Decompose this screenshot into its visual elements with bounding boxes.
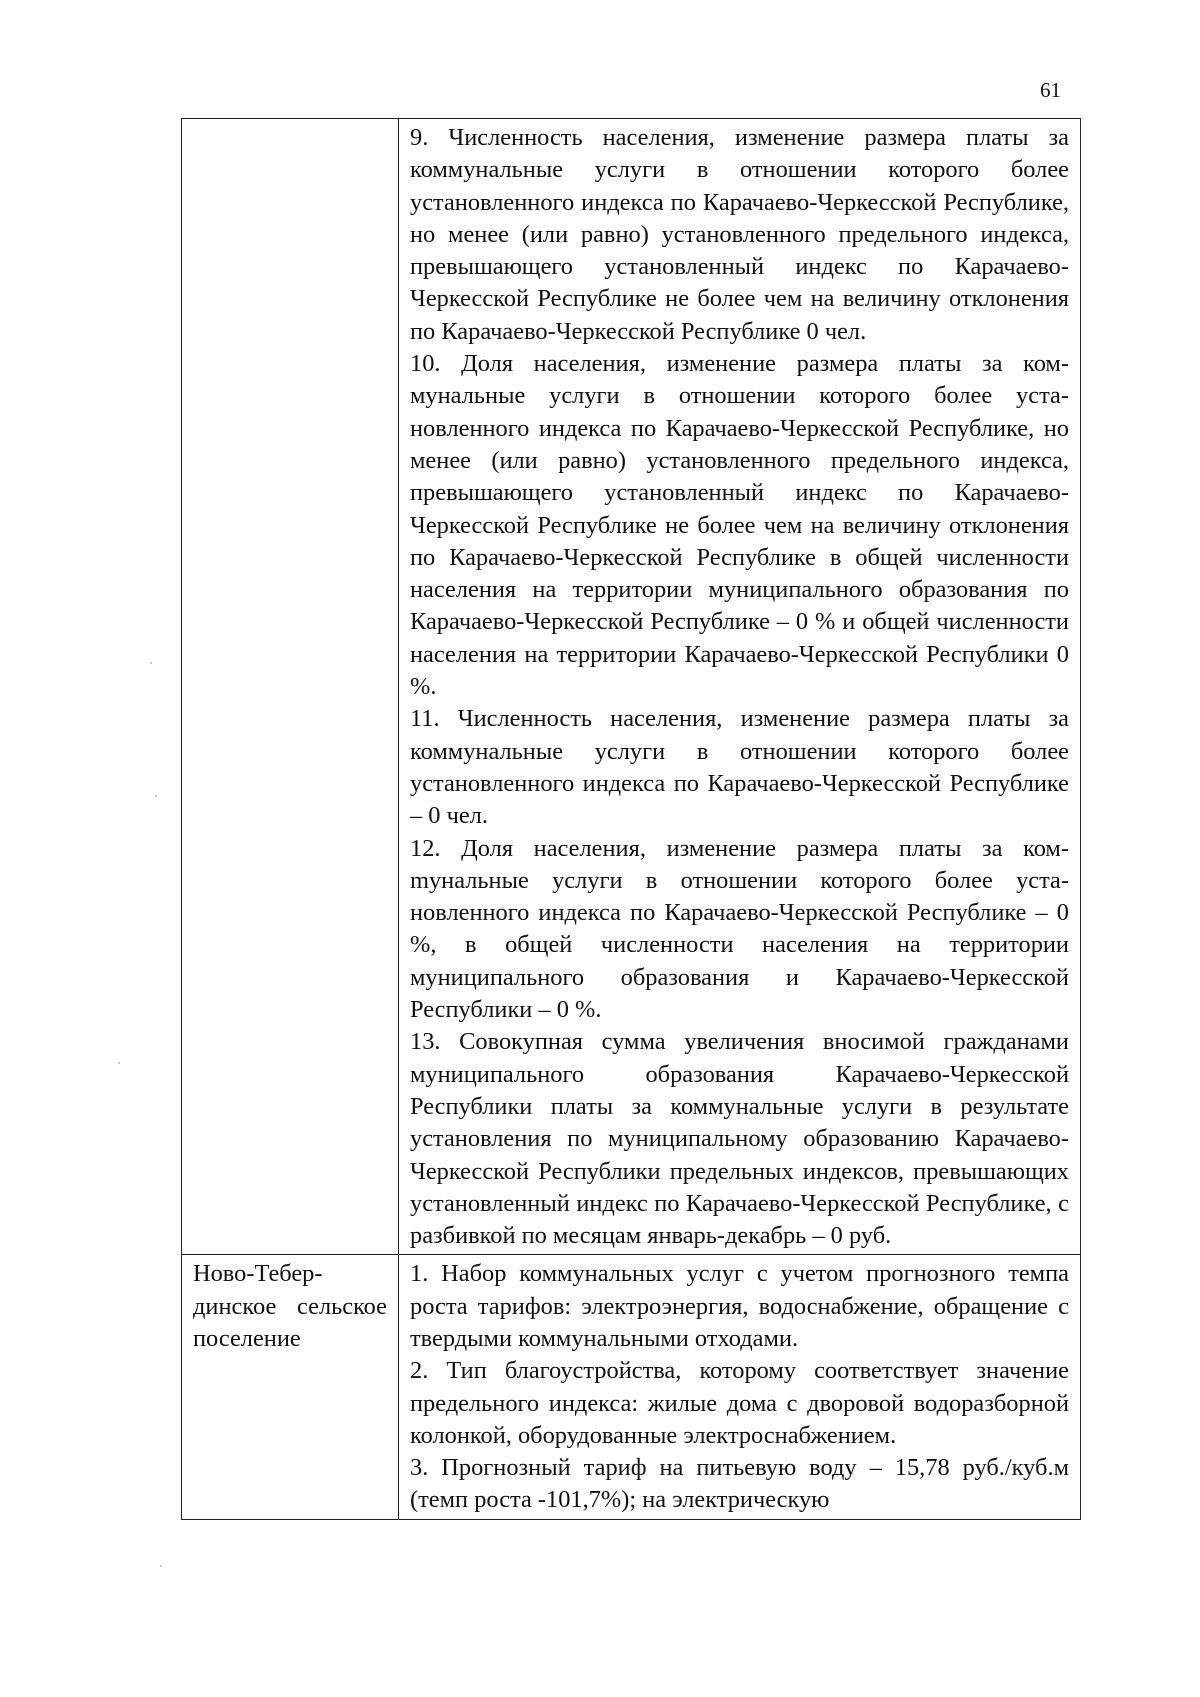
list-item: 9. Численность населения, изменение размера платы за коммунальные услуги в отношении которого более установленного индекса по Карачаево-Черкесской Республике, но менее (или равно) установленного предельного индекса, превышающего установленный индекс по Карачаево-Черкесской Республике не более чем на величину отклонения по Карачаево-Черкесской Республике 0 чел. [410,124,1069,345]
list-item: 13. Совокупная сумма увеличения вносимой гражданами муниципального образования Карачаево-Черкесской Республики платы за коммунальные услуги в результате установления по муниципальному образованию Карачаево-Черкесской Республики предельных индексов, превышающих установленный индекс по Карачаево-Черкесской Республике, с разбивкой по месяцам январь-декабрь – 0 руб. [410,1028,1069,1250]
list-item: 12. Доля населения, изменение размера платы за комmунальные услуги в отношении которого более установленного индекса по Карачаево-Черкесской Республике – 0 %, в общей численности населения на территории муниципального образования и Карачаево-Черкесской Республики – 0 %. [410,834,1069,1024]
list-item: 3. Прогнозный тариф на питьевую воду – 15,78 руб./куб.м (темп роста -101,7%); на электрическую [410,1454,1069,1514]
indicators-cell [399,1255,1081,1519]
table-row [182,1255,1081,1519]
list-item: 1. Набор коммунальных услуг с учетом прогнозного темпа роста тарифов: электроэнергия, водоснабжение, обращение с твердыми коммунальными отходами. [410,1260,1069,1352]
municipality-cell [182,119,399,1255]
list-item: 10. Доля населения, изменение размера платы за коммунальные услуги в отношении которого более установленного индекса по Карачаево-Черкесской Республике, но менее (или равно) установленного предельного индекса, превышающего установленный индекс по Карачаево-Черкесской Республике не более чем на величину отклонения по Карачаево-Черкесской Республике в общей численности населения на территории муниципального образования по Карачаево-Черкесской Республике – 0 % и общей численности населения на территории Карачаево-Черкесской Республики 0 %. [410,350,1069,701]
scan-speck [160,1565,162,1567]
scan-speck [150,662,152,664]
page-number: 61 [1040,78,1061,102]
table-row [182,119,1081,1255]
scan-speck [118,1062,120,1064]
list-item: 11. Численность населения, изменение размера платы за коммунальные услуги в отношении которого более установленного индекса по Карачаево-Черкесской Республике – 0 чел. [410,705,1069,830]
list-item: 2. Тип благоустройства, которому соответствует значение предельного индекса: жилые дома с дворовой водоразборной колонкой, оборудованные электроснабжением. [410,1357,1069,1449]
indicators-table [181,118,1081,1520]
indicators-cell [399,119,1081,1255]
municipality-cell: Ново-Тебердинское сельское поселение [182,1255,399,1519]
scan-speck [155,795,157,797]
